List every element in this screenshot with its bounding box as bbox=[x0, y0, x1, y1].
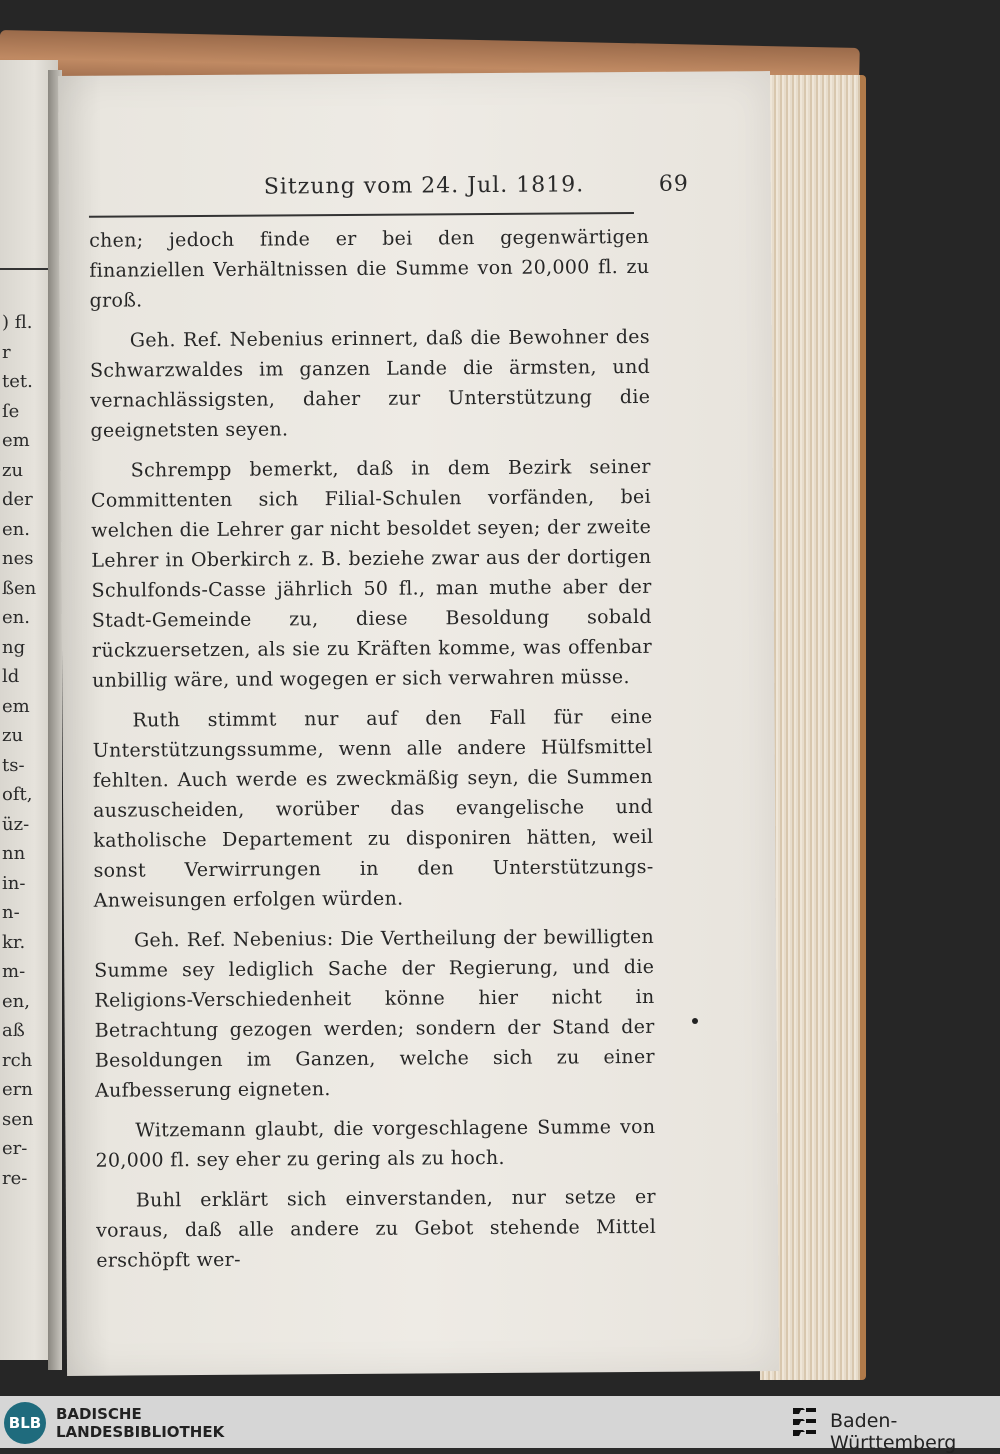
left-page-fragment: ng bbox=[2, 636, 26, 658]
left-page-fragment: em bbox=[2, 695, 30, 717]
left-page-fragment: re- bbox=[2, 1167, 28, 1189]
ink-speck bbox=[692, 1018, 698, 1024]
book-page bbox=[58, 71, 779, 1376]
paragraph: Buhl erklärt sich einverstanden, nur setze er voraus, daß alle andere zu Gebot stehende Mittel erschöpft wer- bbox=[95, 1185, 657, 1272]
left-page-fragment: üz- bbox=[2, 813, 30, 835]
left-page-fragment: r bbox=[2, 341, 11, 363]
left-page-fragment: ern bbox=[2, 1079, 33, 1100]
left-page-fragment: en. bbox=[2, 518, 30, 540]
left-page-fragment: m- bbox=[2, 961, 26, 982]
left-page-fragment: tet. bbox=[2, 371, 33, 392]
left-page-fragment: ts- bbox=[2, 754, 25, 776]
left-page-fragment: zu bbox=[2, 459, 24, 481]
left-page-fragment: zu bbox=[2, 725, 24, 746]
paragraph: Witzemann glaubt, die vorgeschlagene Summe von 20,000 fl. sey eher zu gering als zu hoch. bbox=[95, 1115, 656, 1172]
left-page-fragment: nn bbox=[2, 843, 26, 864]
running-header bbox=[209, 172, 689, 205]
left-page-fragment: aß bbox=[2, 1020, 25, 1041]
page-number: 69 bbox=[658, 171, 689, 197]
viewer-footer bbox=[0, 1396, 1000, 1454]
paragraph: Geh. Ref. Nebenius erinnert, daß die Bewohner des Schwarzwaldes im ganzen Lande die ärmsten, und vernachlässigsten, daher zur Unterstützung die geeignetsten seyen. bbox=[89, 325, 651, 442]
left-page-fragment: em bbox=[2, 430, 30, 451]
left-page-fragment: sen bbox=[2, 1108, 34, 1130]
lions-coat-of-arms-icon bbox=[790, 1404, 820, 1440]
state-name[interactable]: Baden-Württemberg bbox=[830, 1410, 957, 1454]
left-page-fragment: ſe bbox=[2, 400, 20, 422]
running-head-title: Sitzung vom 24. Jul. 1819. bbox=[263, 172, 585, 200]
left-page-fragment: n- bbox=[2, 902, 20, 923]
left-page-fragment: en, bbox=[2, 990, 30, 1012]
left-page-fragment: nes bbox=[2, 548, 34, 569]
library-name-line1: BADISCHE bbox=[56, 1405, 142, 1423]
library-name[interactable] bbox=[56, 1405, 224, 1441]
paragraph: Schrempp bemerkt, daß in dem Bezirk seiner Committenten sich Filial-Schulen vorfänden, bei welchen die Lehrer gar nicht besoldet seyen; der zweite Lehrer in Oberkirch z. B. beziehe zwar aus der dortigen Schulfonds-Casse jährlich 50 fl., man muthe aber der Stadt-Gemeinde zu, diese Besoldung sobald rückzuersetzen, als sie zu Kräften komme, was offenbar unbillig wäre, und wogegen er sich verwahren müsse. bbox=[90, 455, 653, 692]
left-page-fragment: der bbox=[2, 489, 33, 510]
left-page-fragment: in- bbox=[2, 872, 26, 894]
library-name-line2: LANDESBIBLIOTHEK bbox=[56, 1423, 225, 1441]
left-page-fragment: rch bbox=[2, 1049, 33, 1071]
left-page-fragment: ld bbox=[2, 666, 20, 687]
paragraph: Ruth stimmt nur auf den Fall für eine Unterstützungssumme, wenn alle andere Hülfsmittel fehlten. Auch werde es zweckmäßig seyn, die Summen auszuscheiden, worüber das evangelische und katholische Departement zu disponiren hätten, weil sonst Verwirrungen in den Unterstützungs-Anweisungen erfolgen würden. bbox=[92, 705, 654, 912]
left-page-fragment: ) fl. bbox=[2, 312, 33, 333]
left-page-fragment: ßen bbox=[2, 577, 37, 599]
left-page-fragment: en. bbox=[2, 607, 30, 628]
header-rule bbox=[89, 212, 634, 218]
left-page-fragment: er- bbox=[2, 1138, 28, 1159]
page-body bbox=[89, 222, 656, 1286]
left-page-fragment: oft, bbox=[2, 784, 33, 805]
left-page-rule bbox=[0, 268, 52, 270]
blb-logo-icon[interactable]: BLB bbox=[4, 1402, 46, 1444]
paragraph: Geh. Ref. Nebenius: Die Vertheilung der bewilligten Summe sey lediglich Sache der Regierung, und die Religions-Verschiedenheit könne hier nicht in Betrachtung gezogen werden; sondern der Stand der Besoldungen im Ganzen, welche sich zu einer Aufbesserung eigneten. bbox=[94, 925, 655, 1102]
paragraph: chen; jedoch finde er bei den gegenwärtigen finanziellen Verhältnissen die Summe von 20,000 fl. zu groß. bbox=[89, 225, 650, 312]
left-page-fragment: kr. bbox=[2, 931, 26, 953]
